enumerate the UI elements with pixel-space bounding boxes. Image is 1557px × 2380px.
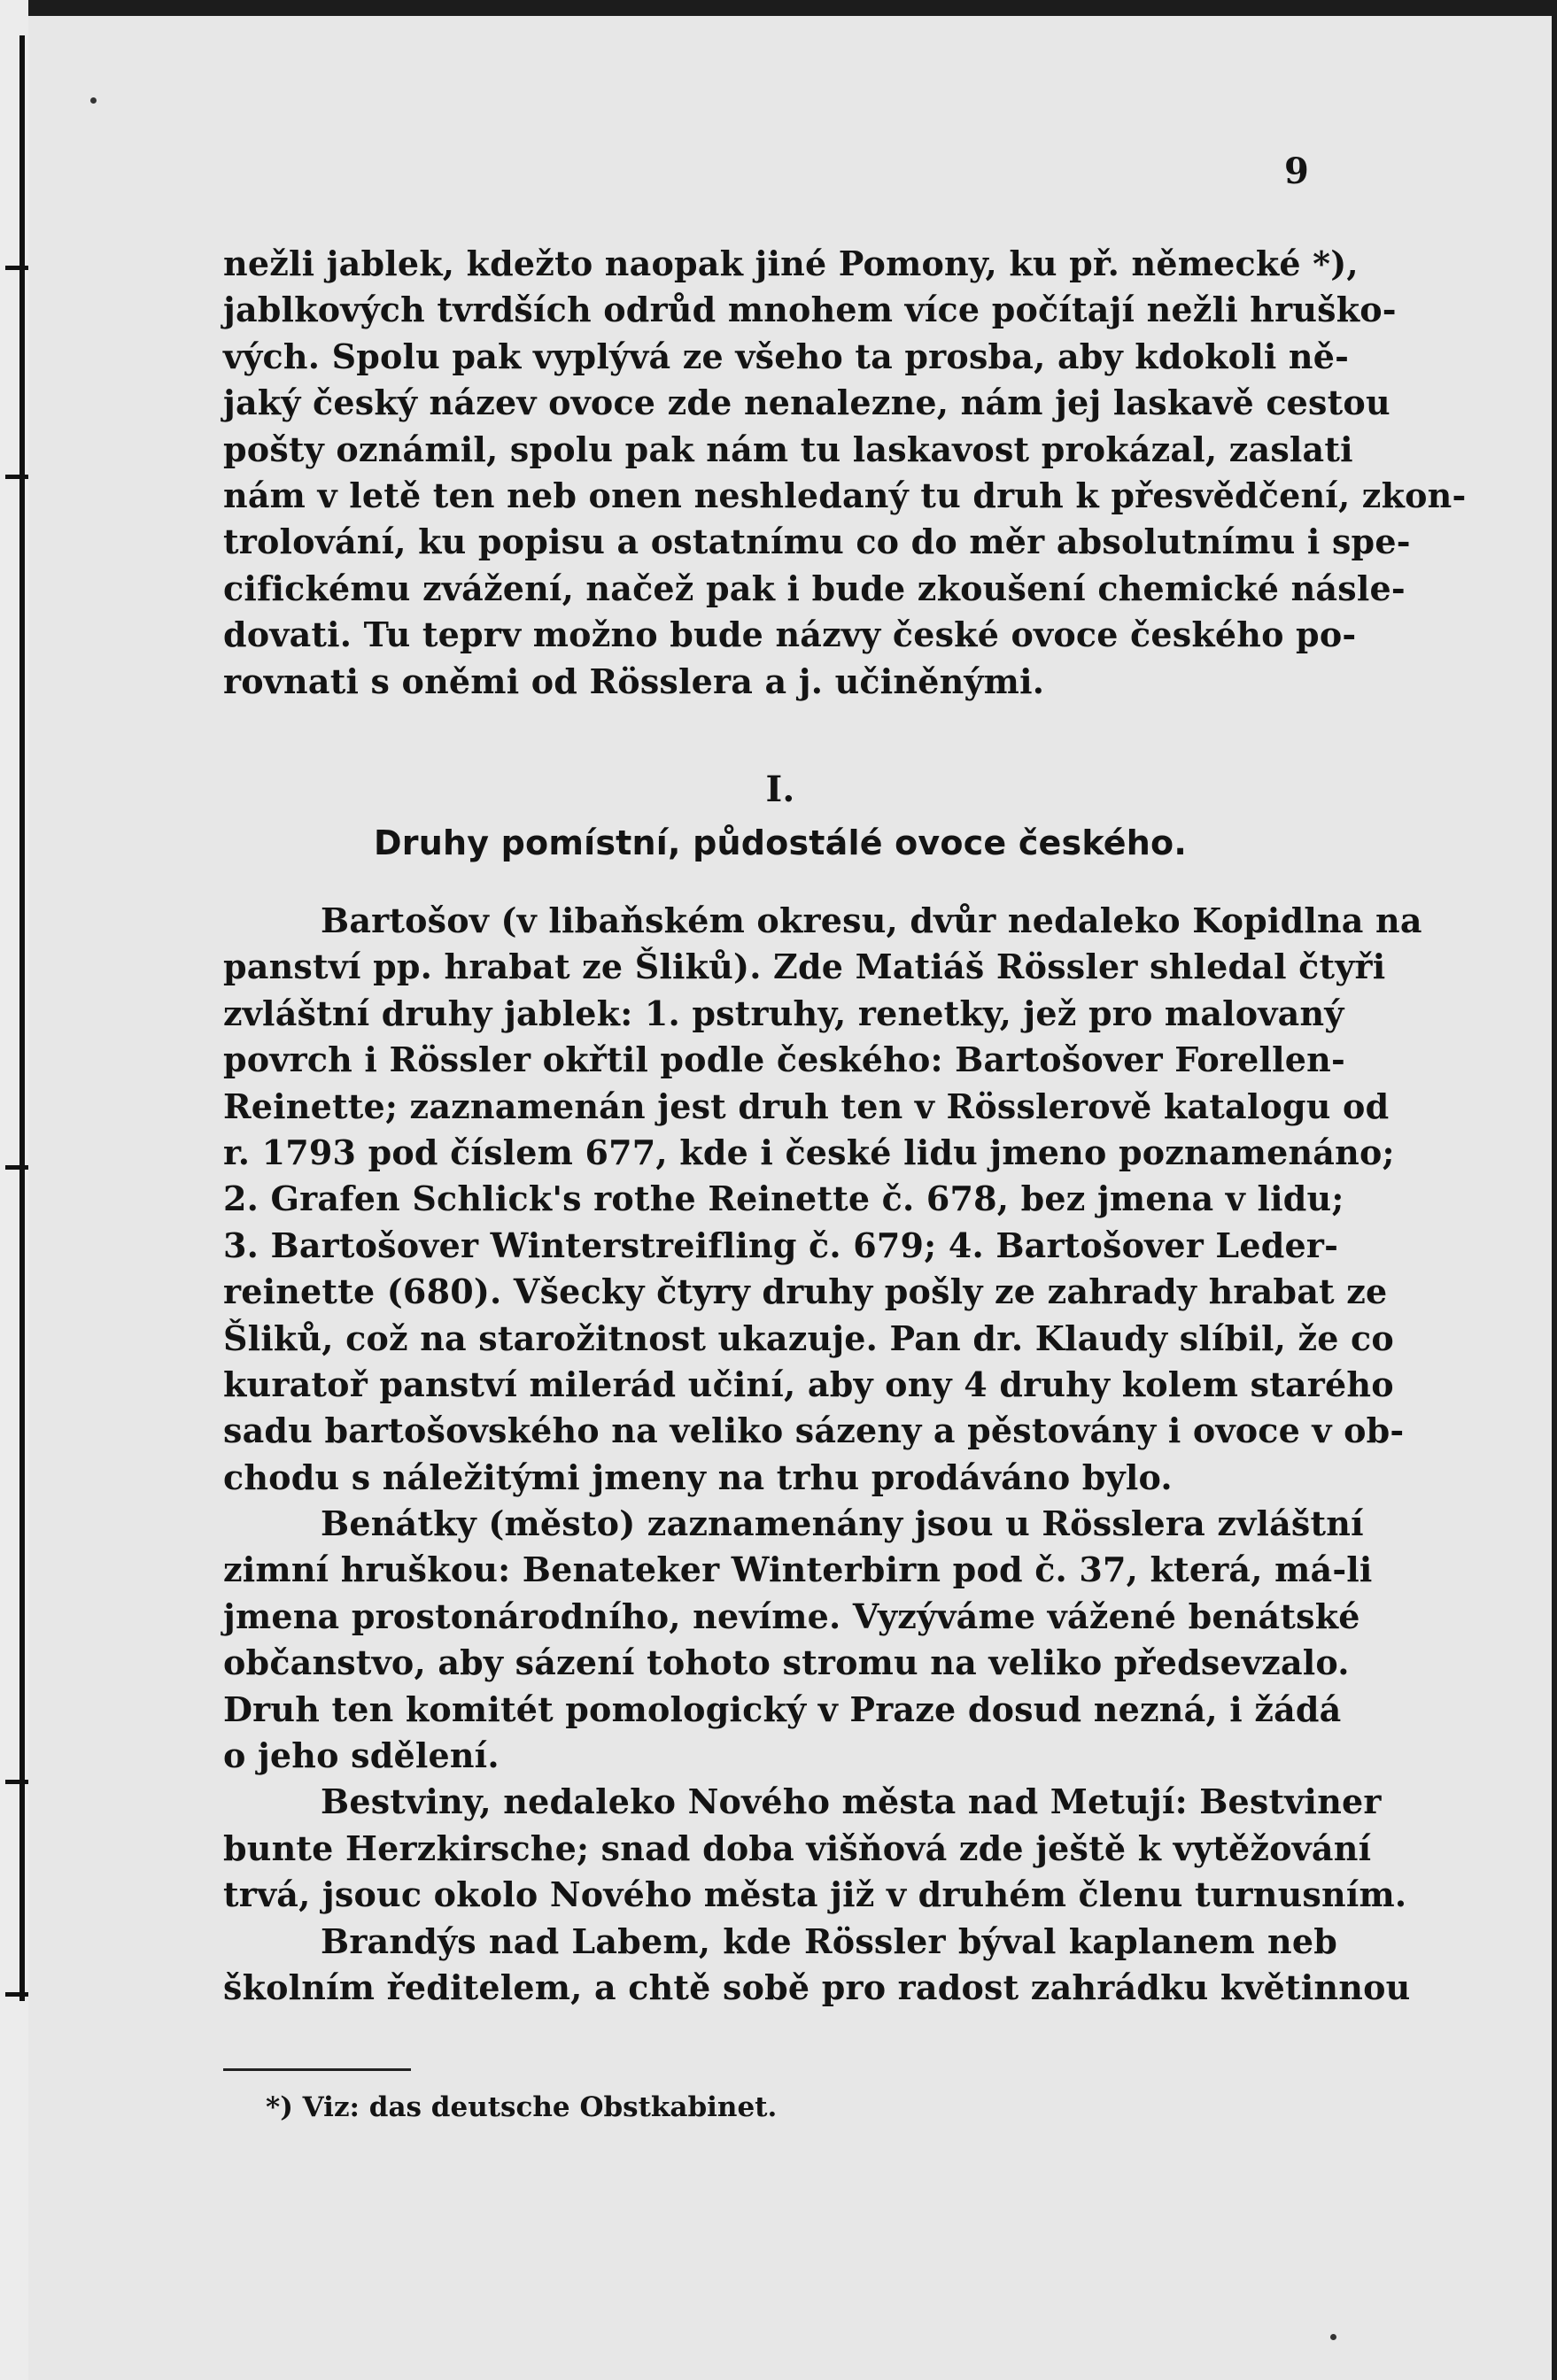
- text-line: jaký český název ovoce zde nenalezne, nám jej laskavě cestou: [223, 382, 1390, 423]
- binding-edge-mark: [5, 266, 28, 270]
- binding-edge-line: [19, 35, 25, 2001]
- text-line: vých. Spolu pak vyplývá ze všeho ta prosba, aby kdokoli ně-: [223, 336, 1350, 376]
- text-line: povrch i Rössler okřtil podle českého: Bartošover Forellen-: [223, 1039, 1345, 1080]
- text-line: trvá, jsouc okolo Nového města již v druhém členu turnusním.: [223, 1874, 1407, 1915]
- text-line: Bartošov (v libaňském okresu, dvůr nedaleko Kopidlna na: [321, 900, 1422, 940]
- text-line: bunte Herzkirsche; snad doba višňová zde ještě k vytěžování: [223, 1828, 1372, 1868]
- text-line: dovati. Tu teprv možno bude názvy české ovoce českého po-: [223, 614, 1357, 655]
- text-line: jablkových tvrdších odrůd mnohem více počítají nežli hruško-: [223, 290, 1397, 330]
- binding-edge-mark: [5, 1780, 28, 1784]
- binding-edge-mark: [5, 475, 28, 479]
- paper-speck: [90, 97, 97, 104]
- text-line: školním ředitelem, a chtě sobě pro radost zahrádku květinnou: [223, 1967, 1411, 2007]
- scan-left-margin: [0, 0, 28, 2380]
- scan-top-border: [28, 0, 1557, 16]
- binding-edge-mark: [5, 1165, 28, 1170]
- text-line: Bestviny, nedaleko Nového města nad Metují: Bestviner: [321, 1781, 1382, 1822]
- text-line: kuratoř panství milerád učiní, aby ony 4 druhy kolem starého: [223, 1364, 1394, 1404]
- section-number: I.: [765, 769, 795, 810]
- paragraph-bartosov: [223, 898, 1422, 2011]
- text-line: Brandýs nad Labem, kde Rössler býval kaplanem neb: [321, 1920, 1337, 1961]
- text-line: zimní hruškou: Benateker Winterbirn pod č. 37, která, má-li: [223, 1549, 1373, 1590]
- text-line: Reinette; zaznamenán jest druh ten v Rösslerově katalogu od: [223, 1086, 1390, 1126]
- text-line: Benátky (město) zaznamenány jsou u Rösslera zvláštní: [321, 1503, 1364, 1544]
- text-line: panství pp. hrabat ze Šliků). Zde Matiáš Rössler shledal čtyři: [223, 947, 1386, 987]
- text-line: o jeho sdělení.: [223, 1735, 500, 1776]
- text-line: nežli jablek, kdežto naopak jiné Pomony, ku př. německé *),: [223, 243, 1359, 283]
- text-line: jmena prostonárodního, nevíme. Vyzýváme vážené benátské: [223, 1596, 1360, 1636]
- paper-speck: [1330, 2334, 1336, 2340]
- text-line: pošty oznámil, spolu pak nám tu laskavost prokázal, zaslati: [223, 429, 1353, 469]
- intro-paragraph: [223, 241, 1467, 705]
- text-line: občanstvo, aby sázení tohoto stromu na veliko předsevzalo.: [223, 1642, 1350, 1683]
- page-number: 9: [1284, 151, 1309, 192]
- text-line: Druh ten komitét pomologický v Praze dosud nezná, i žádá: [223, 1688, 1342, 1729]
- binding-edge-mark: [5, 1992, 28, 1997]
- footnote-rule: [223, 2068, 411, 2071]
- text-line: nám v letě ten neb onen neshledaný tu druh k přesvědčení, zkon-: [223, 475, 1467, 515]
- text-line: trolování, ku popisu a ostatnímu co do měr absolutnímu i spe-: [223, 522, 1411, 562]
- text-line: sadu bartošovského na veliko sázeny a pěstovány i ovoce v ob-: [223, 1410, 1405, 1451]
- text-line: cifickému zvážení, načež pak i bude zkoušení chemické násle-: [223, 568, 1406, 608]
- text-line: Šliků, což na starožitnost ukazuje. Pan dr. Klaudy slíbil, že co: [223, 1318, 1394, 1358]
- footnote: *) Viz: das deutsche Obstkabinet.: [266, 2091, 778, 2123]
- section-heading: [223, 763, 1337, 875]
- text-line: r. 1793 pod číslem 677, kde i české lidu jmeno poznamenáno;: [223, 1132, 1395, 1172]
- text-line: reinette (680). Všecky čtyry druhy pošly ze zahrady hrabat ze: [223, 1271, 1388, 1312]
- text-line: rovnati s oněmi od Rösslera a j. učiněnými.: [223, 661, 1045, 701]
- text-line: chodu s náležitými jmeny na trhu prodáváno bylo.: [223, 1457, 1173, 1497]
- text-line: zvláštní druhy jablek: 1. pstruhy, renetky, jež pro malovaný: [223, 993, 1344, 1033]
- text-line: 2. Grafen Schlick's rothe Reinette č. 678, bez jmena v lidu;: [223, 1178, 1344, 1219]
- section-title: Druhy pomístní, půdostálé ovoce českého.: [374, 823, 1187, 862]
- text-line: 3. Bartošover Winterstreifling č. 679; 4. Bartošover Leder-: [223, 1225, 1339, 1265]
